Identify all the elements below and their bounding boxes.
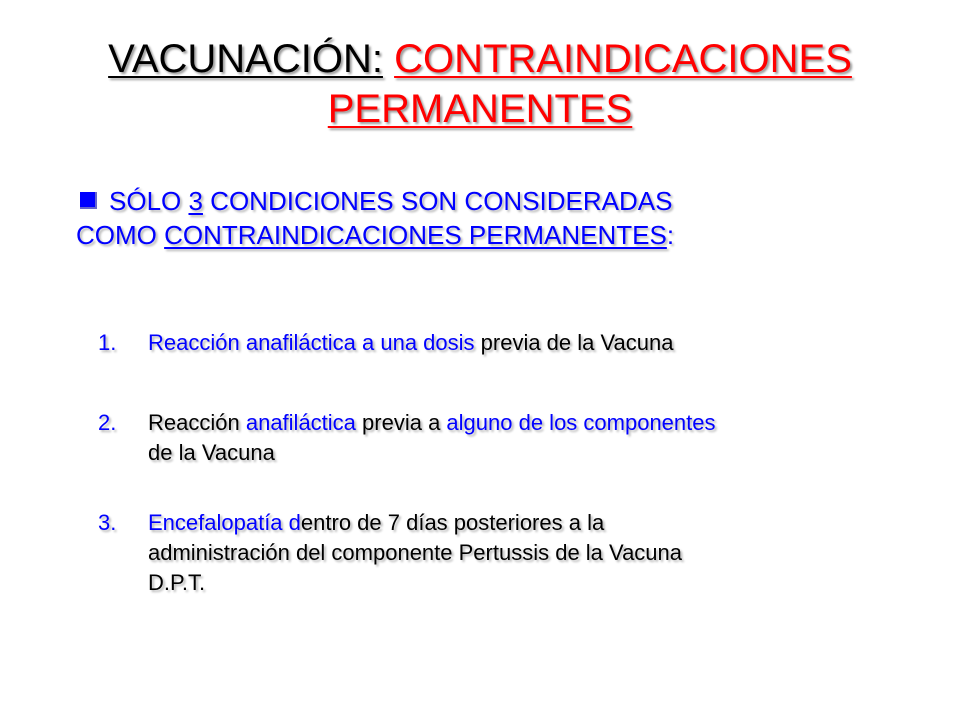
list-item-text-normal: D.P.T. — [148, 570, 206, 595]
list-item-text-highlight: alguno de los componentes — [446, 410, 716, 435]
list-item-text-normal: de la Vacuna — [148, 440, 275, 465]
statement-text-2: CONDICIONES SON CONSIDERADAS — [202, 186, 673, 216]
list-item-number: 3. — [98, 510, 117, 535]
list-item-text-highlight: Encefalopatía d — [148, 510, 301, 535]
list-item-text — [148, 408, 858, 468]
square-bullet-icon — [78, 190, 95, 207]
key-statement — [76, 184, 876, 252]
list-item-text-normal: administración del componente Pertussis de la Vacuna — [148, 540, 683, 565]
list-item-text-normal: previa de la Vacuna — [474, 330, 674, 355]
statement-colon: : — [666, 220, 675, 250]
statement-text-3: COMO — [76, 220, 165, 250]
list-item-number: 1. — [98, 330, 117, 355]
list-item-text — [148, 328, 858, 358]
statement-text-1: SÓLO — [109, 186, 189, 216]
list-item-text-normal: previa a — [355, 410, 447, 435]
list-item-text-normal: entro de 7 días posteriores a la — [300, 510, 605, 535]
list-item-number: 2. — [98, 410, 117, 435]
title-part-contraindicaciones: CONTRAINDICACIONES — [394, 37, 852, 81]
list-item-text-highlight: Reacción anafiláctica a una dosis — [148, 330, 475, 355]
slide-title — [0, 34, 960, 134]
title-part-vacunacion: VACUNACIÓN: — [108, 37, 383, 81]
statement-emphasis: CONTRAINDICACIONES PERMANENTES — [164, 220, 667, 250]
title-part-permanentes: PERMANENTES — [327, 87, 633, 131]
statement-number: 3 — [188, 186, 203, 216]
list-item-text-highlight: anafiláctica — [245, 410, 356, 435]
list-item-text — [148, 508, 858, 598]
list-item-text-normal: Reacción — [148, 410, 246, 435]
